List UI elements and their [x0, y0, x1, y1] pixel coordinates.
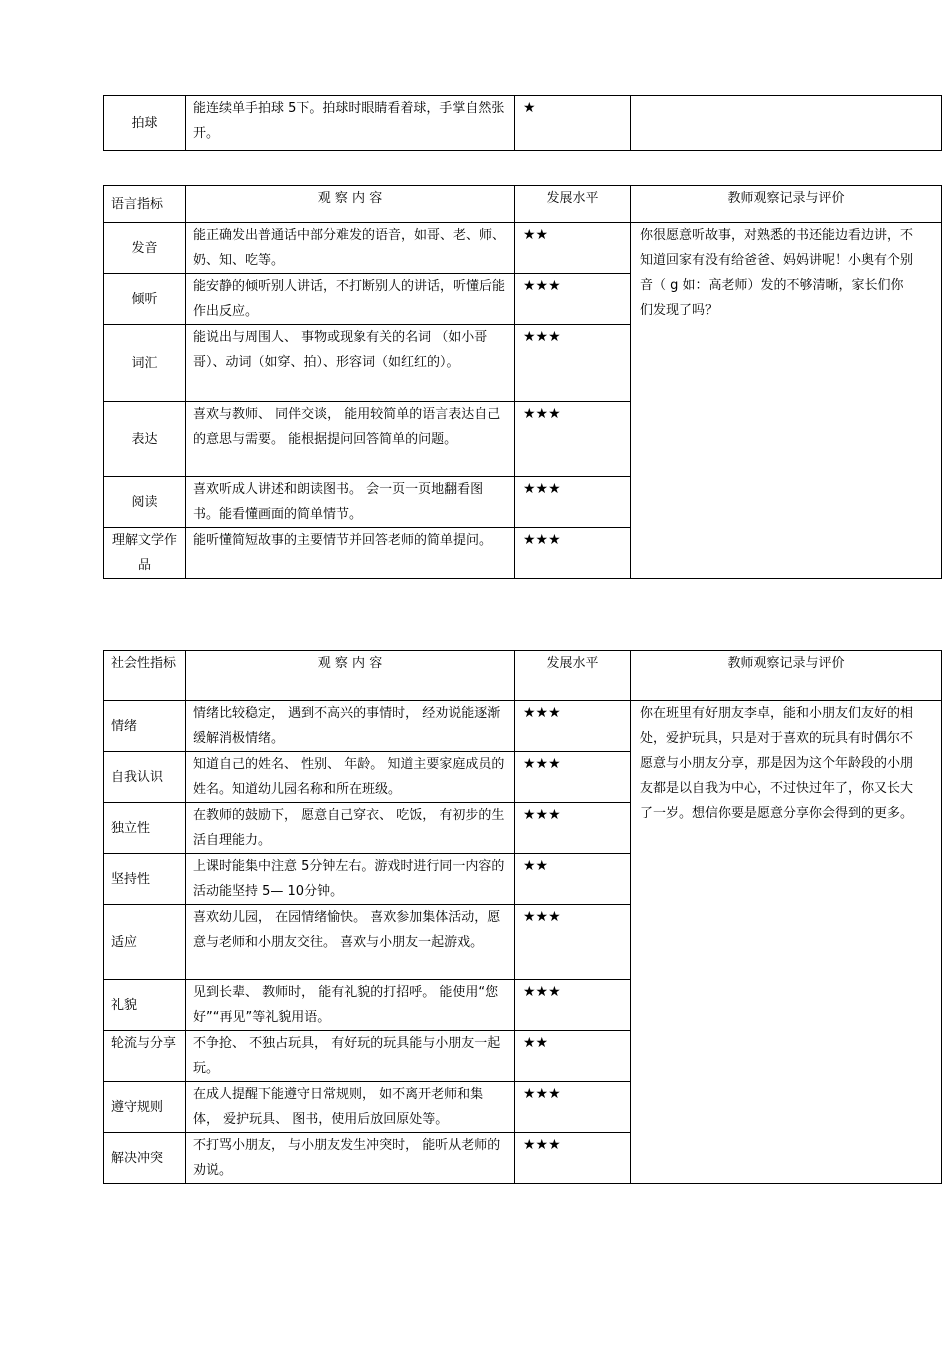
content-cell: 喜欢与教师、 同伴交谈， 能用较简单的语言表达自己的意思与需要。 能根据提问回答简单的问题。 — [186, 402, 515, 477]
rating-stars: ★★★ — [515, 528, 631, 579]
indicator-cell: 适应 — [104, 905, 186, 980]
indicator-cell: 表达 — [104, 402, 186, 477]
content-cell: 在教师的鼓励下， 愿意自己穿衣、 吃饭， 有初步的生活自理能力。 — [186, 803, 515, 854]
indicator-cell: 阅读 — [104, 477, 186, 528]
rating-stars: ★★ — [515, 854, 631, 905]
teacher-comment: 你很愿意听故事，对熟悉的书还能边看边讲，不知道回家有没有给爸爸、妈妈讲呢！小奥有个别音（ g 如：高老师）发的不够清晰，家长们你们发现了吗？ — [631, 223, 942, 579]
indicator-cell: 情绪 — [104, 701, 186, 752]
content-cell: 情绪比较稳定， 遇到不高兴的事情时， 经劝说能逐渐缓解消极情绪。 — [186, 701, 515, 752]
content-cell: 能听懂简短故事的主要情节并回答老师的简单提问。 — [186, 528, 515, 579]
content-cell: 喜欢听成人讲述和朗读图书。 会一页一页地翻看图书。能看懂画面的简单情节。 — [186, 477, 515, 528]
table-row — [104, 701, 942, 752]
language-table — [103, 185, 942, 579]
indicator-cell: 解决冲突 — [104, 1133, 186, 1184]
rating-stars: ★★ — [515, 1031, 631, 1082]
rating-stars: ★★★ — [515, 402, 631, 477]
content-cell: 在成人提醒下能遵守日常规则， 如不离开老师和集体， 爱护玩具、 图书，使用后放回原处等。 — [186, 1082, 515, 1133]
rating-stars: ★★★ — [515, 701, 631, 752]
comment-header: 教师观察记录与评价 — [631, 651, 942, 701]
content-cell: 知道自己的姓名、 性别、 年龄。 知道主要家庭成员的姓名。知道幼儿园名称和所在班级。 — [186, 752, 515, 803]
indicator-cell: 理解文学作品 — [104, 528, 186, 579]
content-cell: 喜欢幼儿园， 在园情绪愉快。 喜欢参加集体活动，愿意与老师和小朋友交往。 喜欢与小朋友一起游戏。 — [186, 905, 515, 980]
rating-stars: ★★★ — [515, 1082, 631, 1133]
comment-cell — [631, 96, 942, 151]
content-cell: 上课时能集中注意 5分钟左右。游戏时进行同一内容的活动能坚持 5— 10分钟。 — [186, 854, 515, 905]
comment-header: 教师观察记录与评价 — [631, 186, 942, 223]
rating-stars: ★★★ — [515, 752, 631, 803]
social-table — [103, 650, 942, 1184]
indicator-cell: 倾听 — [104, 274, 186, 325]
rating-stars: ★★★ — [515, 1133, 631, 1184]
indicator-cell: 独立性 — [104, 803, 186, 854]
content-cell: 能说出与周围人、 事物或现象有关的名词 （如小哥哥）、动词（如穿、拍）、形容词（如红红的）。 — [186, 325, 515, 402]
content-cell: 能连续单手拍球 5下。拍球时眼睛看着球，手掌自然张开。 — [186, 96, 515, 151]
header-row — [104, 186, 942, 223]
indicator-header: 语言指标 — [104, 186, 186, 223]
content-cell: 不打骂小朋友， 与小朋友发生冲突时， 能听从老师的劝说。 — [186, 1133, 515, 1184]
content-header: 观 察 内 容 — [186, 186, 515, 223]
rating-stars: ★★★ — [515, 325, 631, 402]
table-row — [104, 223, 942, 274]
teacher-comment: 你在班里有好朋友李卓，能和小朋友们友好的相处，爱护玩具，只是对于喜欢的玩具有时偶尔不愿意与小朋友分享，那是因为这个年龄段的小朋友都是以自我为中心，不过快过年了，你又长大了一岁。想信你要是愿意分享你会得到的更多。 — [631, 701, 942, 1184]
indicator-cell: 坚持性 — [104, 854, 186, 905]
table-row — [104, 96, 942, 151]
indicator-cell: 轮流与分享 — [104, 1031, 186, 1082]
indicator-cell: 词汇 — [104, 325, 186, 402]
rating-stars: ★★★ — [515, 477, 631, 528]
indicator-cell: 拍球 — [104, 96, 186, 151]
rating-stars: ★★★ — [515, 803, 631, 854]
indicator-header: 社会性指标 — [104, 651, 186, 701]
header-row — [104, 651, 942, 701]
content-cell: 见到长辈、 教师时， 能有礼貌的打招呼。 能使用“您好”“再见”等礼貌用语。 — [186, 980, 515, 1031]
ball-table — [103, 95, 942, 151]
rating-stars: ★★★ — [515, 980, 631, 1031]
indicator-cell: 遵守规则 — [104, 1082, 186, 1133]
rating-stars: ★★★ — [515, 274, 631, 325]
content-cell: 不争抢、 不独占玩具， 有好玩的玩具能与小朋友一起玩。 — [186, 1031, 515, 1082]
indicator-cell: 自我认识 — [104, 752, 186, 803]
indicator-cell: 发音 — [104, 223, 186, 274]
level-header: 发展水平 — [515, 651, 631, 701]
rating-stars: ★★ — [515, 223, 631, 274]
level-header: 发展水平 — [515, 186, 631, 223]
content-header: 观 察 内 容 — [186, 651, 515, 701]
rating-stars: ★ — [515, 96, 631, 151]
rating-stars: ★★★ — [515, 905, 631, 980]
content-cell: 能正确发出普通话中部分难发的语音，如哥、老、师、奶、知、吃等。 — [186, 223, 515, 274]
content-cell: 能安静的倾听别人讲话，不打断别人的讲话，听懂后能作出反应。 — [186, 274, 515, 325]
indicator-cell: 礼貌 — [104, 980, 186, 1031]
